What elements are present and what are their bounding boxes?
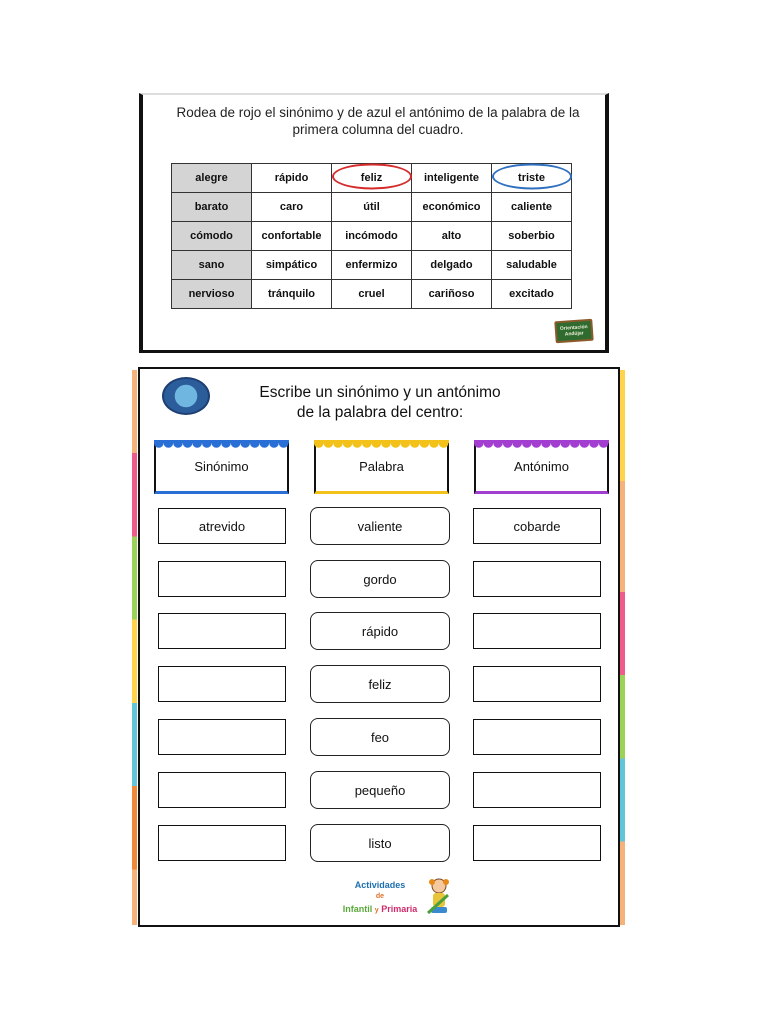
badge-line-1: Orientación (559, 324, 588, 332)
cell-text: cruel (358, 288, 385, 300)
chalkboard-logo (554, 319, 593, 344)
child-with-pencil-icon (426, 877, 452, 917)
cell-text: cómodo (190, 230, 233, 242)
header-word-label: Palabra (359, 459, 404, 474)
antonym-answer-box[interactable] (473, 825, 601, 861)
key-word-cell (172, 280, 252, 309)
synonym-answer-box[interactable] (158, 719, 286, 755)
table-row (172, 280, 572, 309)
worksheet2-instructions (220, 383, 540, 423)
center-word-box (310, 612, 450, 650)
word-text: valiente (357, 518, 403, 534)
key-word-cell (172, 164, 252, 193)
cell-text: excitado (509, 288, 554, 300)
word-text: gordo (363, 571, 397, 587)
option-word-cell (252, 164, 332, 193)
cell-text: simpático (265, 259, 318, 271)
cell-text: enfermizo (345, 259, 398, 271)
cell-text: nervioso (188, 288, 235, 300)
cell-text: incómodo (345, 230, 398, 242)
cell-text: caliente (511, 201, 552, 213)
instructions-line-1: Escribe un sinónimo y un antónimo (259, 384, 501, 401)
synonym-answer-box[interactable] (158, 772, 286, 808)
key-word-cell (172, 193, 252, 222)
cell-text: alegre (195, 172, 228, 184)
center-word-box (310, 718, 450, 756)
option-word-cell (492, 251, 572, 280)
footer-word-y: y (374, 907, 379, 914)
option-word-cell (252, 251, 332, 280)
key-word-cell (172, 222, 252, 251)
option-word-cell (412, 164, 492, 193)
word-text: rápido (361, 623, 399, 639)
table-row (172, 222, 572, 251)
option-word-cell (332, 280, 412, 309)
badge-line-2: Andújar (564, 330, 584, 338)
cell-text: triste (518, 172, 545, 184)
header-antonym (474, 440, 609, 494)
cell-text: cariñoso (428, 288, 475, 300)
scallop-border-purple (474, 440, 609, 450)
instructions-line-2: de la palabra del centro: (296, 404, 464, 421)
key-word-cell (172, 251, 252, 280)
decorative-strip-right (620, 370, 625, 925)
header-synonym-label: Sinónimo (194, 459, 249, 474)
option-word-cell (412, 251, 492, 280)
cell-text: feliz (360, 172, 383, 184)
instructions-line-1: Rodea de rojo el sinónimo y de azul el antónimo de la palabra de la (176, 105, 580, 120)
center-word-box (310, 824, 450, 862)
footer-line-2: de (375, 893, 385, 900)
cell-text: saludable (506, 259, 557, 271)
scallop-border-yellow (314, 440, 449, 450)
option-word-cell (412, 193, 492, 222)
word-table (171, 163, 572, 309)
cell-text: sano (198, 259, 225, 271)
option-word-cell (252, 193, 332, 222)
word-text: feliz (368, 676, 392, 692)
option-word-cell (492, 222, 572, 251)
cell-text: alto (441, 230, 462, 242)
footer-word-primaria: Primaria (381, 904, 418, 914)
instructions-line-2: primera columna del cuadro. (292, 122, 464, 137)
footer-line-1: Actividades (354, 880, 406, 890)
cell-text: soberbio (508, 230, 555, 242)
option-word-cell (252, 222, 332, 251)
footer-word-infantil: Infantil (342, 904, 373, 914)
antonym-answer-box[interactable] (473, 719, 601, 755)
scallop-border-blue (154, 440, 289, 450)
cell-text: útil (363, 201, 380, 213)
footer-logo (310, 879, 450, 921)
antonym-text: cobarde (513, 518, 561, 534)
worksheet-synonym-antonym-table (139, 93, 609, 353)
antonym-answer-box[interactable] (473, 772, 601, 808)
antonym-answer-box[interactable] (473, 508, 601, 544)
synonym-answer-box[interactable] (158, 561, 286, 597)
word-text: pequeño (354, 782, 406, 798)
option-word-cell (492, 164, 572, 193)
cell-text: rápido (274, 172, 309, 184)
school-logo-icon (162, 377, 210, 415)
center-word-box (310, 665, 450, 703)
center-word-box (310, 560, 450, 598)
synonym-answer-box[interactable] (158, 613, 286, 649)
antonym-answer-box[interactable] (473, 561, 601, 597)
option-word-cell (332, 251, 412, 280)
cell-text: delgado (430, 259, 473, 271)
word-text: feo (370, 729, 390, 745)
cell-text: caro (279, 201, 304, 213)
antonym-answer-box[interactable] (473, 666, 601, 702)
option-word-cell (412, 222, 492, 251)
cell-text: inteligente (423, 172, 479, 184)
table-row (172, 164, 572, 193)
option-word-cell (252, 280, 332, 309)
synonym-answer-box[interactable] (158, 666, 286, 702)
table-row (172, 251, 572, 280)
worksheet1-instructions (163, 104, 593, 138)
option-word-cell (332, 164, 412, 193)
word-text: listo (368, 835, 392, 851)
cell-text: confortable (261, 230, 322, 242)
worksheet-write-synonym-antonym (138, 367, 620, 927)
option-word-cell (412, 280, 492, 309)
table-row (172, 193, 572, 222)
synonym-answer-box[interactable] (158, 508, 286, 544)
center-word-box (310, 507, 450, 545)
header-antonym-label: Antónimo (514, 459, 569, 474)
option-word-cell (332, 193, 412, 222)
antonym-answer-box[interactable] (473, 613, 601, 649)
cell-text: tránquilo (267, 288, 316, 300)
header-word (314, 440, 449, 494)
cell-text: barato (194, 201, 229, 213)
option-word-cell (332, 222, 412, 251)
synonym-answer-box[interactable] (158, 825, 286, 861)
center-word-box (310, 771, 450, 809)
option-word-cell (492, 280, 572, 309)
option-word-cell (492, 193, 572, 222)
cell-text: económico (422, 201, 481, 213)
synonym-text: atrevido (198, 518, 246, 534)
header-synonym (154, 440, 289, 494)
decorative-strip-left (132, 370, 137, 925)
